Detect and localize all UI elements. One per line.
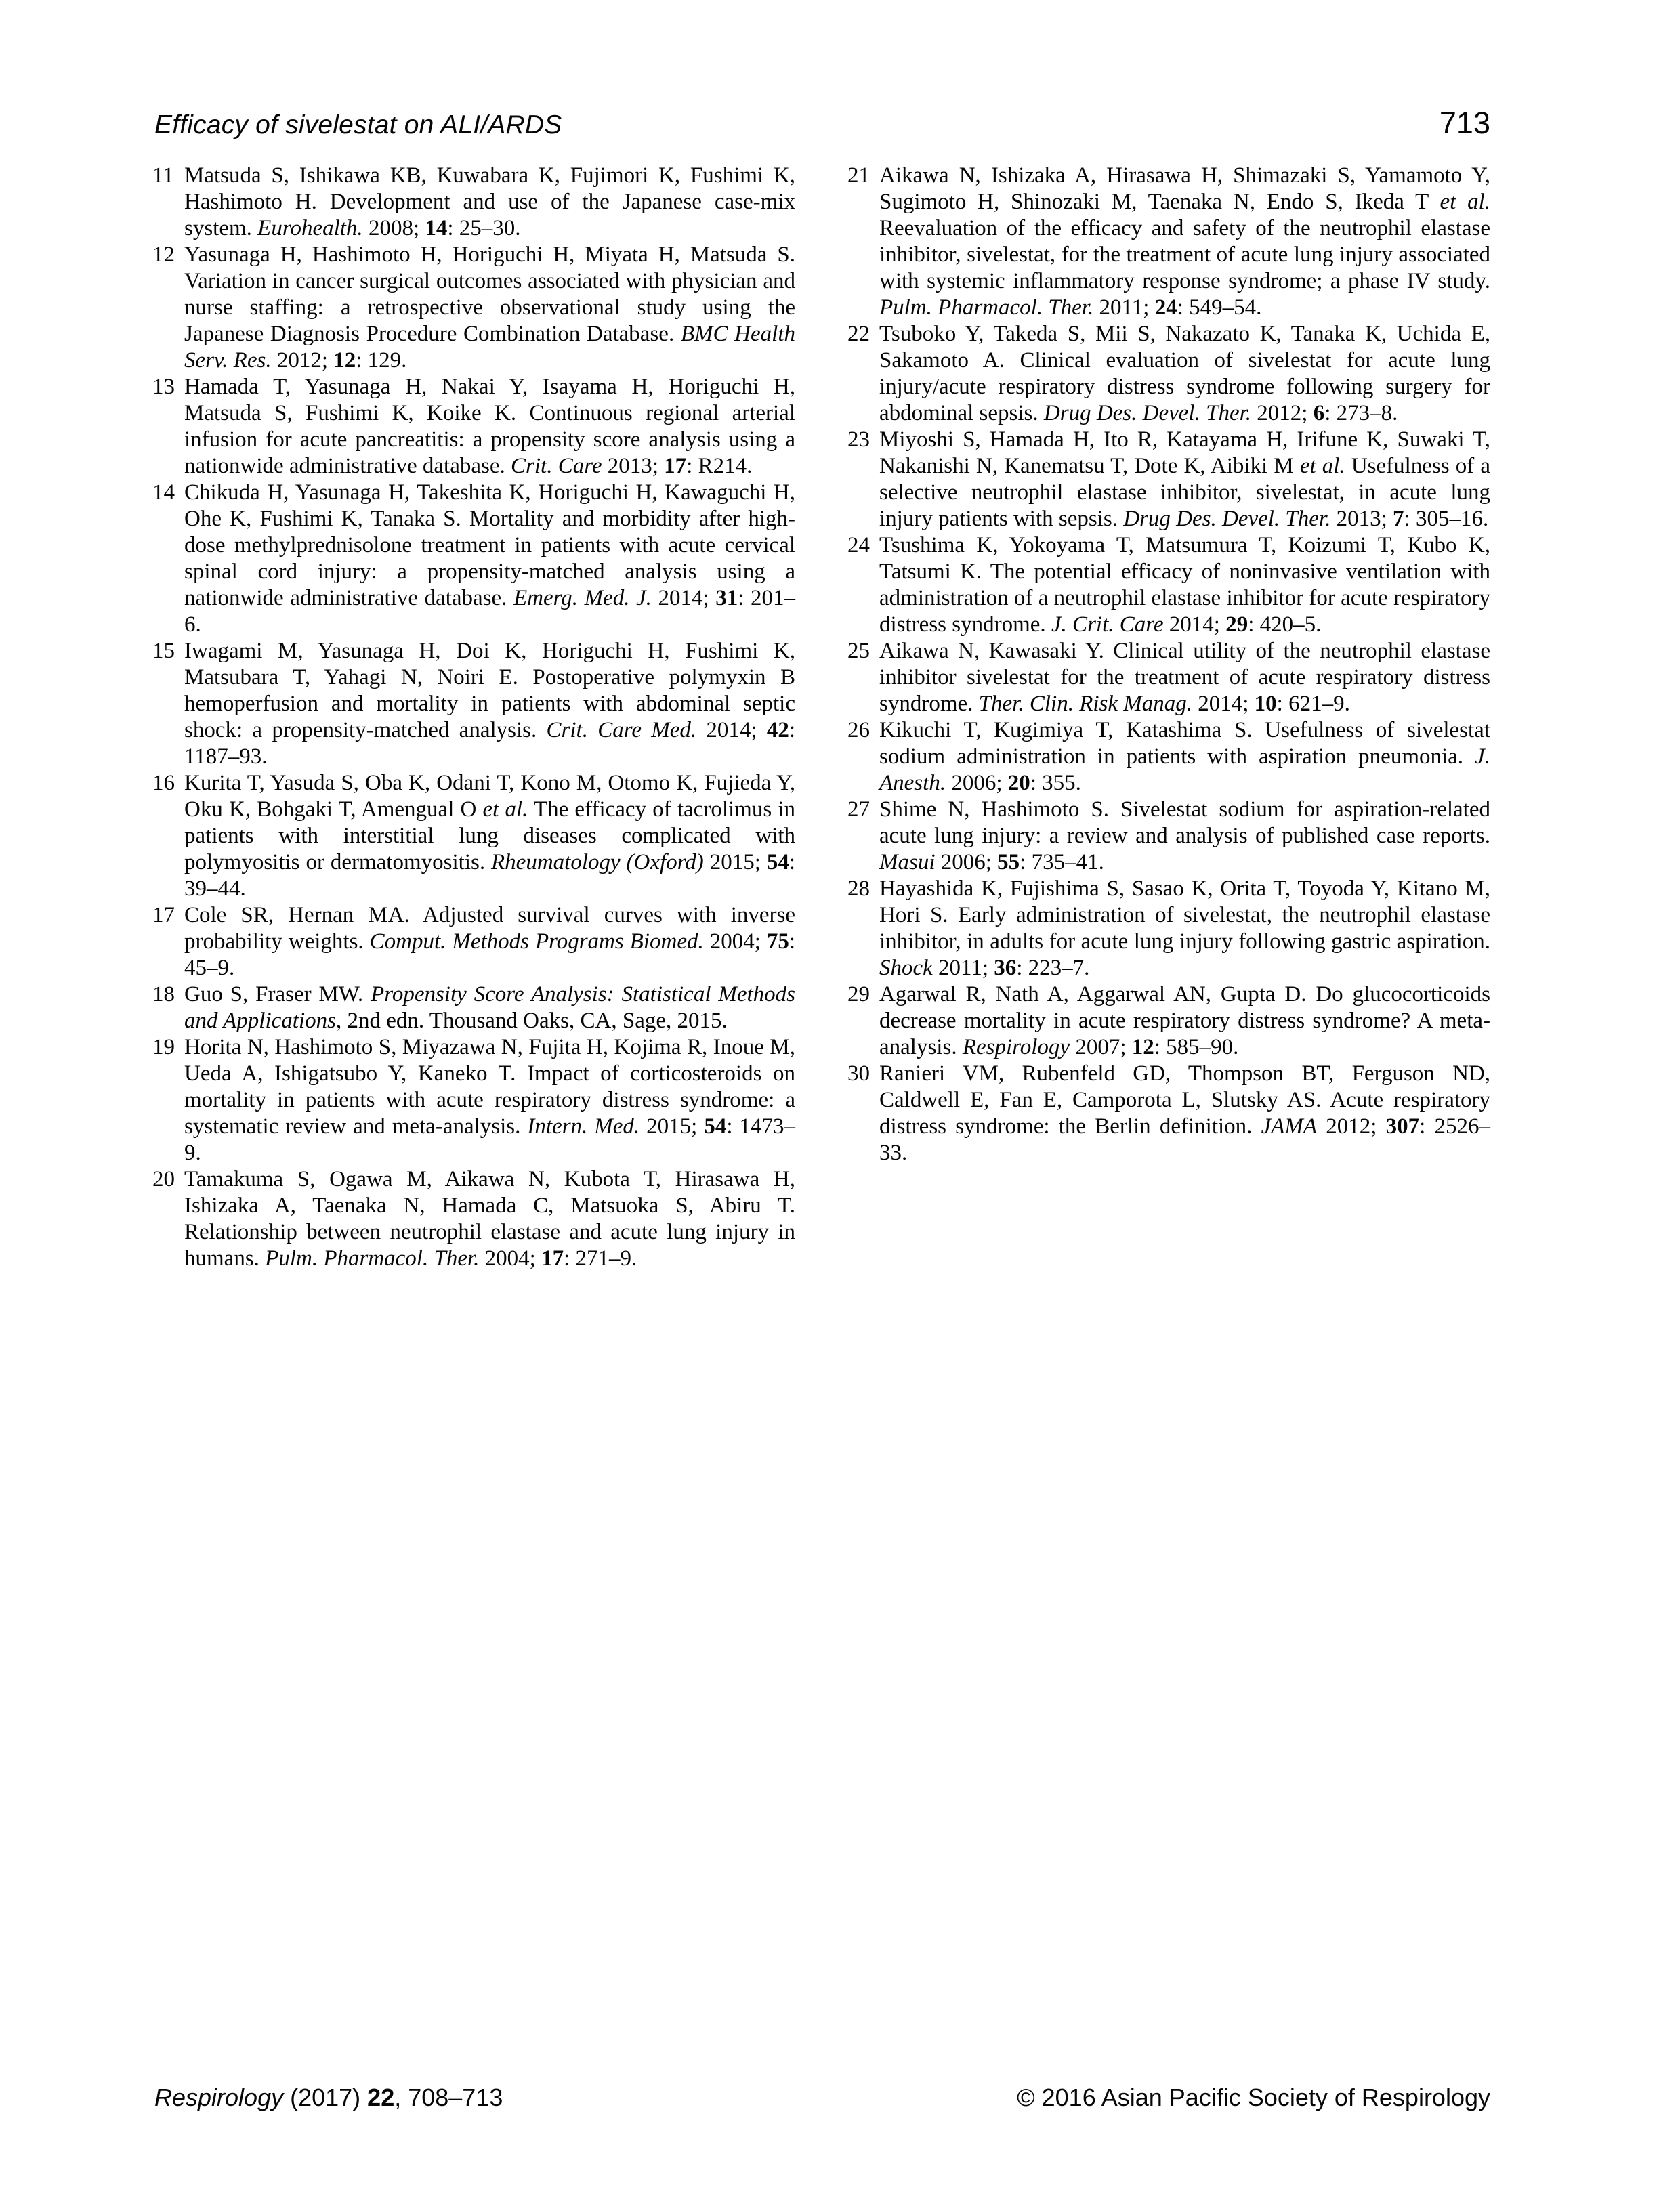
text-run: 2013;: [1330, 507, 1393, 531]
text-run: 2008;: [362, 216, 425, 240]
text-run: 54: [704, 1114, 727, 1139]
reference-item: [152, 480, 795, 638]
text-run: : 271–9.: [564, 1246, 637, 1271]
text-run: JAMA: [1261, 1114, 1318, 1139]
reference-item: [847, 876, 1490, 981]
reference-item: [152, 981, 795, 1034]
text-run: : 585–90.: [1154, 1035, 1239, 1059]
text-run: 2011;: [932, 956, 994, 980]
text-run: : 223–7.: [1016, 956, 1090, 980]
journal-citation: [154, 2083, 503, 2112]
text-run: : 25–30.: [447, 216, 521, 240]
reference-number: 14: [152, 480, 175, 505]
reference-item: [152, 163, 795, 242]
text-run: Emerg. Med. J.: [513, 586, 652, 610]
text-run: Miyoshi S, Hamada H, Ito R, Katayama H, Irifune K, Suwaki T, Nakanishi N, Kanematsu T, Dote K, Aibiki M: [879, 427, 1490, 478]
reference-item: [152, 902, 795, 981]
page-header: [154, 106, 1490, 141]
text-run: Ther. Clin. Risk Manag.: [978, 692, 1192, 716]
reference-number: 30: [847, 1061, 870, 1086]
text-run: Usefulness of a selective neutrophil elastase inhibitor, sivelestat, in acute lung injury patients with sepsis.: [879, 454, 1491, 531]
text-run: 2015;: [703, 850, 767, 874]
text-run: BMC Health Serv. Res.: [184, 322, 795, 373]
references-column-left: [152, 163, 795, 1272]
text-run: 2012;: [271, 348, 334, 373]
text-run: 2014;: [651, 586, 716, 610]
text-run: 24: [1154, 295, 1177, 320]
text-run: J. Crit. Care: [1051, 612, 1164, 637]
reference-number: 11: [152, 163, 174, 188]
reference-number: 19: [152, 1035, 175, 1059]
text-run: Agarwal R, Nath A, Aggarwal AN, Gupta D. Do glucocorticoids decrease mortality in acute respiratory distress syndrome? A meta-analysis.: [879, 982, 1490, 1059]
reference-item: [152, 638, 795, 770]
reference-item: [847, 638, 1490, 717]
text-run: Hayashida K, Fujishima S, Sasao K, Orita T, Toyoda Y, Kitano M, Hori S. Early administration of sivelestat, the neutrophil elastase inhibitor, in adults for acute lung injury following gastric aspiration.: [879, 876, 1490, 954]
text-run: : 129.: [356, 348, 407, 373]
references-column-right: [847, 163, 1490, 1272]
text-run: Aikawa N, Kawasaki Y. Clinical utility of the neutrophil elastase inhibitor sivelestat for the treatment of acute respiratory distress syndrome.: [879, 639, 1490, 716]
running-title: Efficacy of sivelestat on ALI/ARDS: [154, 110, 562, 140]
reference-number: 28: [847, 876, 870, 901]
text-run: Ranieri VM, Rubenfeld GD, Thompson BT, Ferguson ND, Caldwell E, Fan E, Camporota L, Slutsky AS. Acute respiratory distress syndrome: the Berlin definition.: [879, 1061, 1490, 1139]
text-run: 75: [766, 929, 789, 954]
text-run: Reevaluation of the efficacy and safety of the neutrophil elastase inhibitor, sivelestat, for the treatment of acute lung injury associated with systemic inflammatory response syndrome; a phase IV study.: [879, 216, 1490, 293]
reference-item: [152, 374, 795, 480]
reference-item: [847, 427, 1490, 532]
reference-number: 16: [152, 771, 175, 795]
reference-item: [847, 1061, 1490, 1166]
text-run: 36: [994, 956, 1017, 980]
text-run: Drug Des. Devel. Ther.: [1043, 401, 1252, 425]
text-run: Masui: [879, 850, 936, 874]
text-run: Cole SR, Hernan MA. Adjusted survival curves with inverse probability weights.: [184, 903, 795, 954]
text-run: 2014;: [1163, 612, 1226, 637]
text-run: 22: [367, 2083, 395, 2111]
text-run: 54: [766, 850, 789, 874]
text-run: Intern. Med.: [527, 1114, 640, 1139]
reference-item: [847, 797, 1490, 876]
reference-number: 27: [847, 797, 870, 822]
text-run: 10: [1254, 692, 1277, 716]
reference-number: 26: [847, 718, 870, 742]
text-run: Drug Des. Devel. Ther.: [1123, 507, 1331, 531]
text-run: Eurohealth.: [257, 216, 363, 240]
reference-item: [847, 321, 1490, 427]
text-run: : R214.: [686, 454, 753, 478]
text-run: Chikuda H, Yasunaga H, Takeshita K, Horiguchi H, Kawaguchi H, Ohe K, Fushimi K, Tanaka S. Mortality and morbidity after high-dose methylprednisolone treatment in patients with acute cervical spinal cord injury: a propensity-matched analysis using a nationwide administrative database.: [184, 480, 795, 610]
copyright-notice: © 2016 Asian Pacific Society of Respirology: [1017, 2083, 1490, 2111]
text-run: Respirology: [962, 1035, 1070, 1059]
reference-number: 18: [152, 982, 175, 1007]
reference-number: 15: [152, 639, 175, 663]
text-run: 7: [1393, 507, 1404, 531]
text-run: : 305–16.: [1404, 507, 1489, 531]
text-run: : 2526–33.: [879, 1114, 1490, 1165]
text-run: : 621–9.: [1276, 692, 1350, 716]
reference-number: 13: [152, 375, 175, 399]
text-run: 14: [425, 216, 448, 240]
text-run: Horita N, Hashimoto S, Miyazawa N, Fujita H, Kojima R, Inoue M, Ueda A, Ishigatsubo Y, Kaneko T. Impact of corticosteroids on mortality in patients with acute respiratory distress syndrome: a systematic review and meta-analysis.: [184, 1035, 795, 1139]
text-run: : 273–8.: [1324, 401, 1398, 425]
text-run: 55: [997, 850, 1020, 874]
reference-item: [847, 163, 1490, 321]
reference-number: 20: [152, 1167, 175, 1191]
text-run: : 549–54.: [1177, 295, 1262, 320]
text-run: Rheumatology (Oxford): [491, 850, 704, 874]
references-section: [152, 163, 1490, 1272]
reference-number: 17: [152, 903, 175, 927]
text-run: 2012;: [1251, 401, 1314, 425]
text-run: Respirology: [154, 2083, 284, 2111]
text-run: (2017): [283, 2083, 368, 2111]
reference-item: [847, 717, 1490, 797]
text-run: : 1473–9.: [184, 1114, 795, 1165]
text-run: : 39–44.: [184, 850, 795, 901]
text-run: Tsushima K, Yokoyama T, Matsumura T, Koizumi T, Kubo K, Tatsumi K. The potential efficacy of noninvasive ventilation with administration of a neutrophil elastase inhibitor for acute respiratory distress syndrome.: [879, 533, 1490, 637]
text-run: 2013;: [602, 454, 665, 478]
text-run: Yasunaga H, Hashimoto H, Horiguchi H, Miyata H, Matsuda S. Variation in cancer surgical outcomes associated with physician and nurse staffing: a retrospective observational study using the Japanese Diagnosis Procedure Combination Database.: [184, 242, 795, 346]
text-run: Shime N, Hashimoto S. Sivelestat sodium for aspiration-related acute lung injury: a review and analysis of published case reports.: [879, 797, 1490, 848]
text-run: 12: [1131, 1035, 1154, 1059]
text-run: Hamada T, Yasunaga H, Nakai Y, Isayama H, Horiguchi H, Matsuda S, Fushimi K, Koike K. Continuous regional arterial infusion for acute pancreatitis: a propensity score analysis using a nationwide administrative database.: [184, 375, 795, 478]
text-run: 2011;: [1093, 295, 1155, 320]
text-run: Tsuboko Y, Takeda S, Mii S, Nakazato K, Tanaka K, Uchida E, Sakamoto A. Clinical evaluation of sivelestat for acute lung injury/acute respiratory distress syndrome following surgery for abdominal sepsis.: [879, 322, 1490, 425]
reference-item: [847, 981, 1490, 1061]
text-run: 2014;: [1192, 692, 1255, 716]
text-run: 29: [1225, 612, 1248, 637]
text-run: Iwagami M, Yasunaga H, Doi K, Horiguchi H, Fushimi K, Matsubara T, Yahagi N, Noiri E. Postoperative polymyxin B hemoperfusion and mortality in patients with abdominal septic shock: a propensity-matched analysis.: [184, 639, 795, 742]
text-run: Guo S, Fraser MW.: [184, 982, 371, 1007]
reference-number: 22: [847, 322, 870, 346]
text-run: 2007;: [1070, 1035, 1132, 1059]
reference-number: 29: [847, 982, 870, 1007]
text-run: 2015;: [639, 1114, 705, 1139]
reference-item: [152, 1166, 795, 1272]
reference-number: 21: [847, 163, 870, 188]
text-run: Pulm. Pharmacol. Ther.: [265, 1246, 480, 1271]
text-run: et al.: [482, 797, 528, 822]
reference-number: 24: [847, 533, 870, 557]
text-run: Matsuda S, Ishikawa KB, Kuwabara K, Fujimori K, Fushimi K, Hashimoto H. Development and use of the Japanese case-mix system.: [184, 163, 795, 240]
text-run: 6: [1313, 401, 1325, 425]
text-run: 17: [664, 454, 687, 478]
text-run: 2014;: [696, 718, 767, 742]
reference-number: 23: [847, 427, 870, 452]
text-run: Aikawa N, Ishizaka A, Hirasawa H, Shimazaki S, Yamamoto Y, Sugimoto H, Shinozaki M, Taenaka N, Endo S, Ikeda T: [879, 163, 1490, 214]
text-run: 2006;: [946, 771, 1008, 795]
text-run: The efficacy of tacrolimus in patients with interstitial lung diseases complicated with polymyositis or dermatomyositis.: [184, 797, 795, 874]
text-run: : 420–5.: [1248, 612, 1322, 637]
text-run: et al.: [1299, 454, 1345, 478]
text-run: 17: [541, 1246, 564, 1271]
text-run: Pulm. Pharmacol. Ther.: [879, 295, 1094, 320]
reference-item: [152, 770, 795, 902]
text-run: 42: [766, 718, 789, 742]
text-run: Crit. Care Med.: [546, 718, 697, 742]
text-run: et al.: [1440, 190, 1491, 214]
text-run: 2004;: [703, 929, 767, 954]
reference-number: 25: [847, 639, 870, 663]
text-run: Propensity Score Analysis: Statistical Methods and Applications: [184, 982, 795, 1033]
text-run: : 355.: [1030, 771, 1081, 795]
text-run: , 708–713: [394, 2083, 503, 2111]
text-run: 2004;: [479, 1246, 542, 1271]
text-run: : 735–41.: [1020, 850, 1104, 874]
reference-number: 12: [152, 242, 175, 267]
text-run: 2012;: [1317, 1114, 1386, 1139]
text-run: : 201–6.: [184, 586, 796, 637]
text-run: Crit. Care: [511, 454, 602, 478]
text-run: Shock: [879, 956, 933, 980]
text-run: Kikuchi T, Kugimiya T, Katashima S. Usefulness of sivelestat sodium administration in patients with aspiration pneumonia.: [879, 718, 1490, 769]
text-run: J. Anesth.: [879, 744, 1490, 795]
text-run: 307: [1385, 1114, 1420, 1139]
text-run: Comput. Methods Programs Biomed.: [369, 929, 704, 954]
text-run: Tamakuma S, Ogawa M, Aikawa N, Kubota T, Hirasawa H, Ishizaka A, Taenaka N, Hamada C, Matsuoka S, Abiru T. Relationship between neutrophil elastase and acute lung injury in humans.: [184, 1167, 795, 1271]
reference-item: [152, 1034, 795, 1166]
text-run: 12: [333, 348, 356, 373]
text-run: : 1187–93.: [184, 718, 795, 769]
reference-item: [152, 242, 795, 374]
text-run: 2006;: [935, 850, 998, 874]
text-run: : 45–9.: [184, 929, 795, 980]
page-footer: [154, 2083, 1490, 2112]
text-run: Kurita T, Yasuda S, Oba K, Odani T, Kono M, Otomo K, Fujieda Y, Oku K, Bohgaki T, Amengual O: [184, 771, 795, 822]
text-run: 20: [1007, 771, 1030, 795]
text-run: , 2nd edn. Thousand Oaks, CA, Sage, 2015.: [335, 1009, 728, 1033]
page-number: 713: [1439, 106, 1490, 140]
text-run: 31: [715, 586, 738, 610]
reference-item: [847, 532, 1490, 638]
